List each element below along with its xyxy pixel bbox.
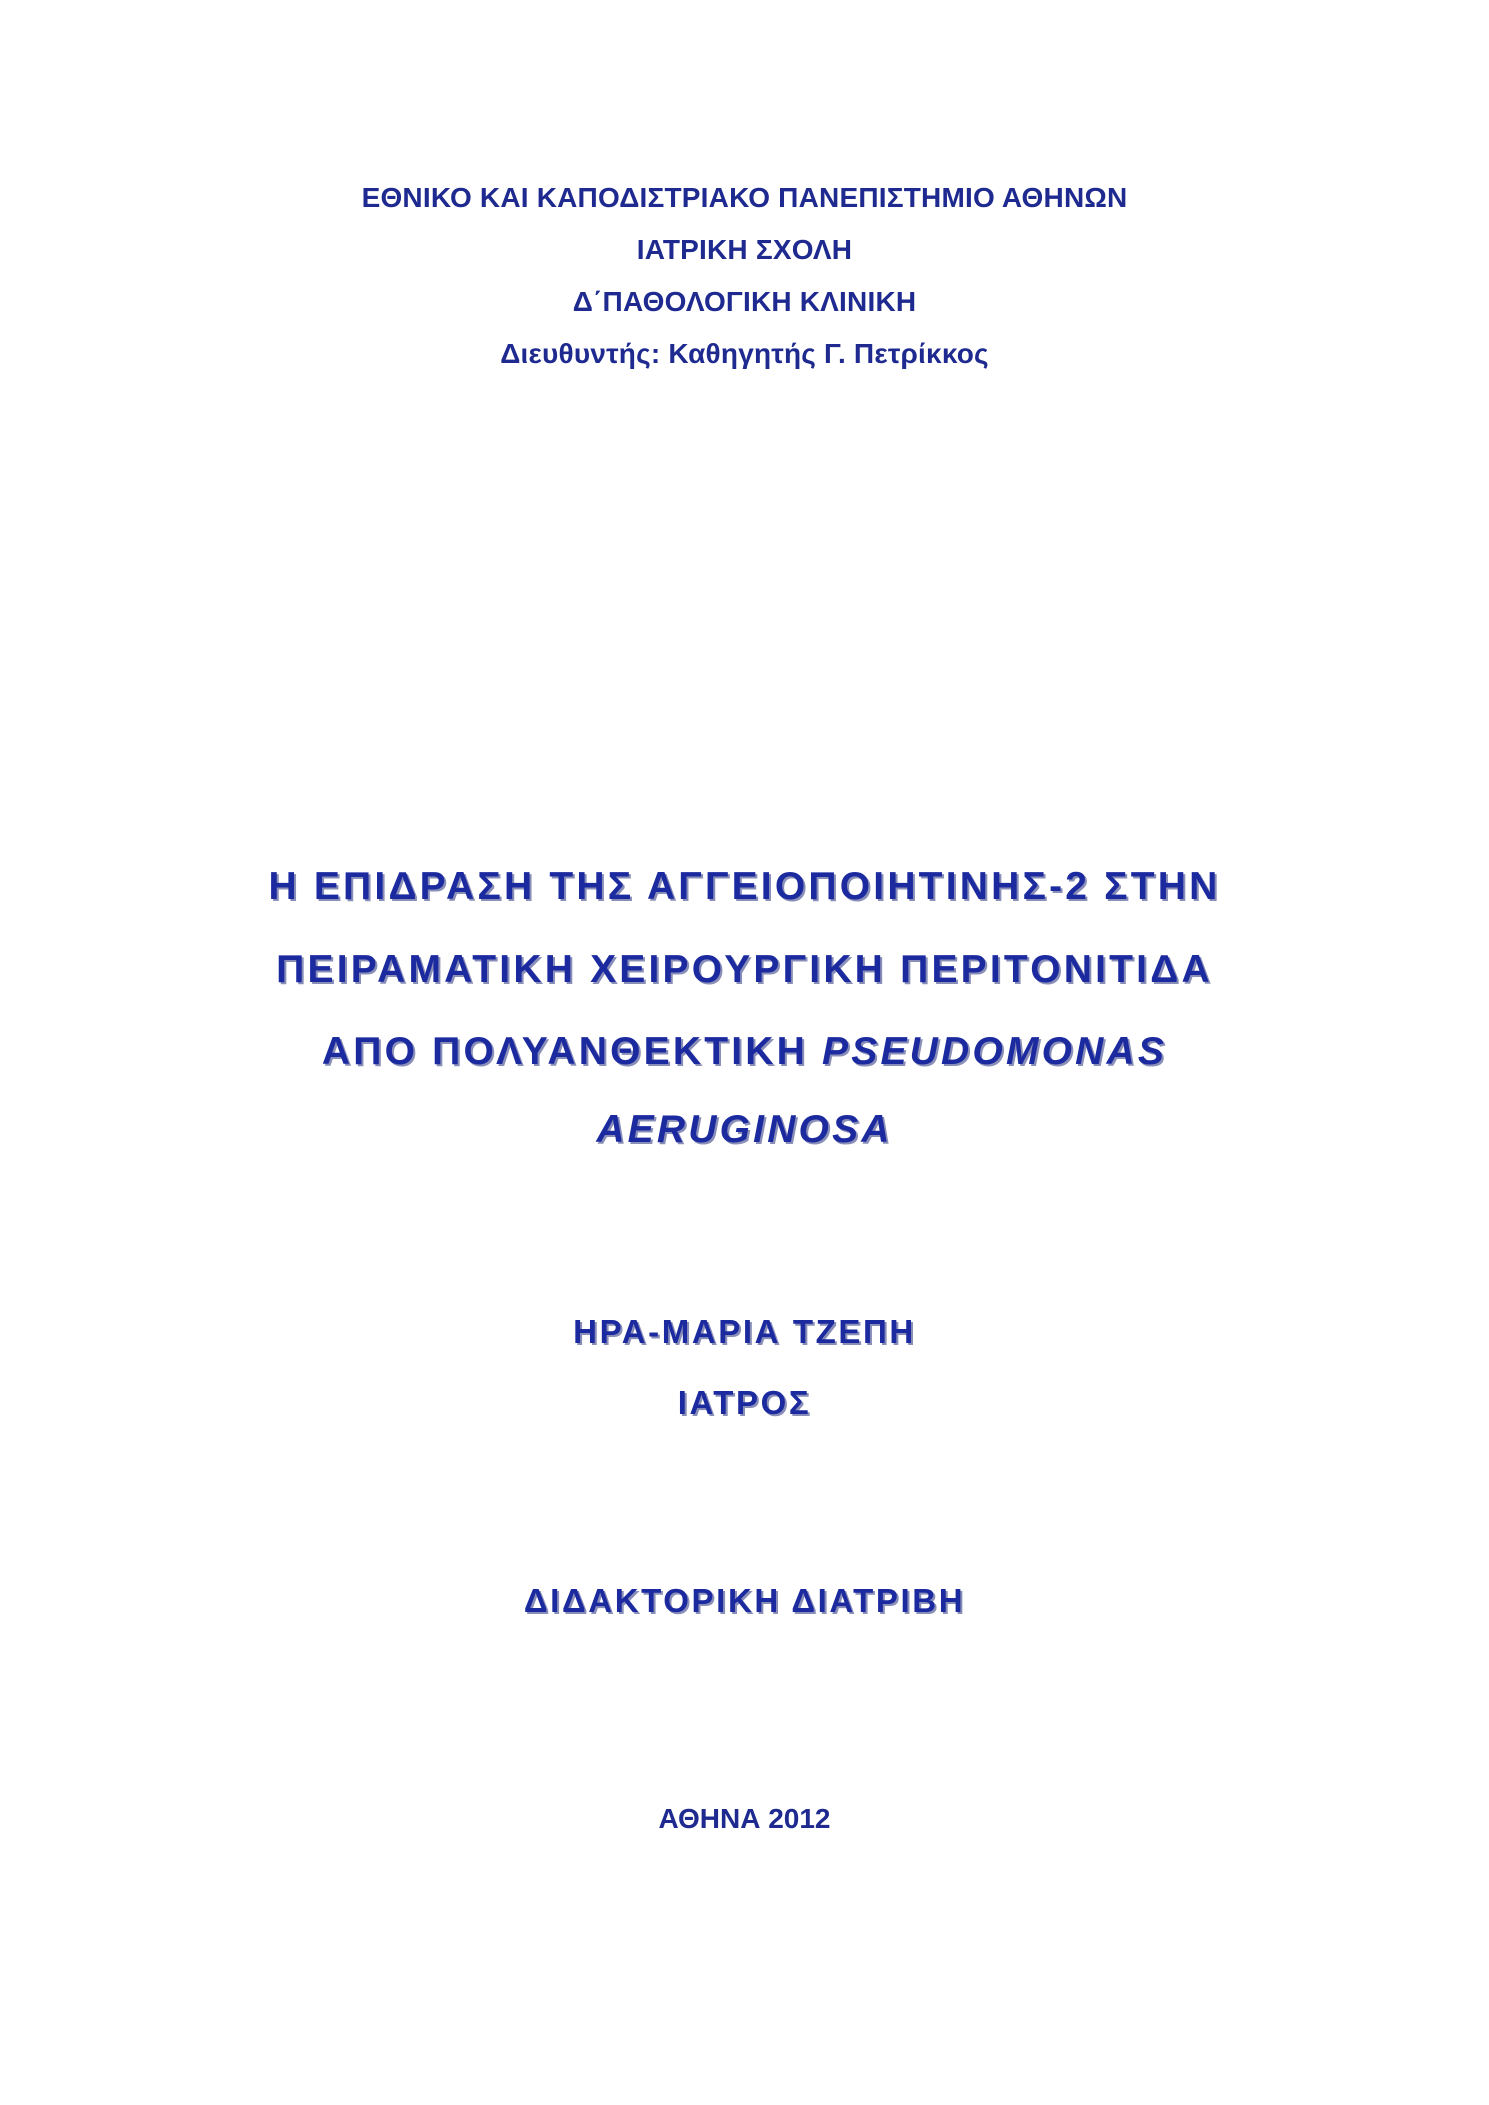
thesis-title-line-2: ΠΕΙΡΑΜΑΤΙΚΗ ΧΕΙΡΟΥΡΓΙΚΗ ΠΕΡΙΤΟΝΙΤΙΔΑ — [276, 948, 1213, 991]
director-line: Διευθυντής: Καθηγητής Γ. Πετρίκκος — [500, 338, 989, 369]
university-name: ΕΘΝΙΚΟ ΚΑΙ ΚΑΠΟΔΙΣΤΡΙΑΚΟ ΠΑΝΕΠΙΣΤΗΜΙΟ ΑΘΗΝΩΝ — [361, 182, 1128, 213]
document-type: ΔΙΔΑΚΤΟΡΙΚΗ ΔΙΑΤΡΙΒΗ — [523, 1582, 966, 1619]
thesis-title-line-4 — [0, 1108, 1489, 1152]
school-name: ΙΑΤΡΙΚΗ ΣΧΟΛΗ — [636, 234, 853, 265]
place-year: ΑΘΗΝΑ 2012 — [658, 1803, 831, 1834]
thesis-title-line-1: Η ΕΠΙΔΡΑΣΗ ΤΗΣ ΑΓΓΕΙΟΠΟΙΗΤΙΝΗΣ-2 ΣΤΗΝ — [268, 865, 1221, 908]
thesis-title-line-4-italic: AERUGINOSA — [596, 1108, 893, 1151]
author-name: ΗΡΑ-ΜΑΡΙΑ ΤΖΕΠΗ — [573, 1313, 916, 1350]
thesis-title-line-3 — [0, 1030, 1489, 1074]
clinic-name: Δ΄ΠΑΘΟΛΟΓΙΚΗ ΚΛΙΝΙΚΗ — [572, 286, 917, 317]
thesis-title-line-3-prefix: ΑΠΟ ΠΟΛΥΑΝΘΕΚΤΙΚΗ — [321, 1030, 823, 1073]
thesis-title-line-3-italic: PSEUDOMONAS — [822, 1030, 1168, 1073]
author-profession: ΙΑΤΡΟΣ — [677, 1384, 812, 1421]
